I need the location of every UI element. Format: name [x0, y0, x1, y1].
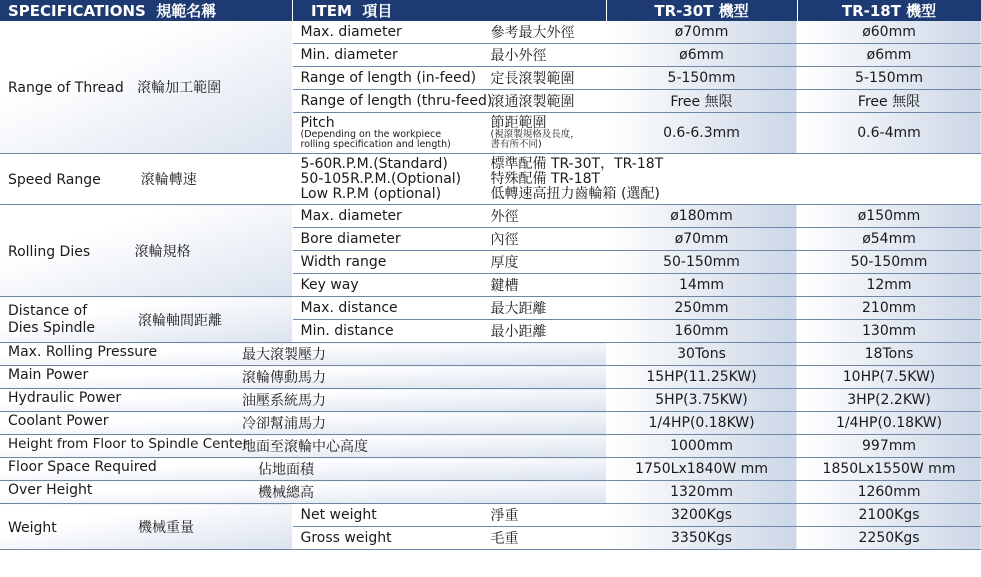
table-row: Pitch (Depending on the workpiece rolling specification and length) 節距範圍 (視滾製規格及長度， 書有所不同) 0.6-6.3mm 0.6-4mm — [0, 113, 981, 154]
table-row: Range of length (thru-feed) 滾通滾製範圍 Free 無限 Free 無限 — [0, 90, 981, 113]
table-row: Rolling Dies 滾輪規格 Max. diameter 外徑 ø180mm ø150mm — [0, 205, 981, 228]
table-row: Weight 機械重量 Net weight 淨重 3200Kgs 2100Kgs — [0, 504, 981, 527]
table-row: Height from Floor to Spindle Center 地面至滾輪中心高度 1000mm 997mm — [0, 435, 981, 458]
dies-label: Rolling Dies 滾輪規格 — [0, 205, 292, 297]
table-row: Key way 鍵槽 14mm 12mm — [0, 274, 981, 297]
table-row: Main Power 滾輪傳動馬力 15HP(11.25KW) 10HP(7.5KW) — [0, 366, 981, 389]
header-row — [0, 0, 981, 21]
item-header: ITEM 項目 — [292, 0, 606, 21]
table-row: Distance of Dies Spindle 滾輪軸間距離 Max. distance 最大距離 250mm 210mm — [0, 297, 981, 320]
table-row: Floor Space Required 佔地面積 1750Lx1840W mm 1850Lx1550W mm — [0, 458, 981, 481]
table-row: Min. distance 最小距離 160mm 130mm — [0, 320, 981, 343]
spec-header: SPECIFICATIONS 規範名稱 — [0, 0, 292, 21]
table-row: Gross weight 毛重 3350Kgs 2250Kgs — [0, 527, 981, 550]
model-tr30t-header: TR-30T 機型 — [606, 0, 797, 21]
table-row: Over Height 機械總高 1320mm 1260mm — [0, 481, 981, 504]
table-row: Speed Range 滾輪轉速 5-60R.P.M.(Standard) 50-105R.P.M.(Optional) Low R.P.M (optional) 標準配備 TR-30T，TR-18T 特殊配備 TR-18T 低轉速高扭力齒輪箱 (選配) — [0, 154, 981, 205]
weight-label: Weight 機械重量 — [0, 504, 292, 550]
table-row: Bore diameter 內徑 ø70mm ø54mm — [0, 228, 981, 251]
table-row: Min. diameter 最小外徑 ø6mm ø6mm — [0, 44, 981, 67]
table-row: Hydraulic Power 油壓系統馬力 5HP(3.75KW) 3HP(2.2KW) — [0, 389, 981, 412]
table-row: Range of length (in-feed) 定長滾製範圍 5-150mm 5-150mm — [0, 67, 981, 90]
distance-label: Distance of Dies Spindle 滾輪軸間距離 — [0, 297, 292, 343]
thread-label: Range of Thread 滾輪加工範圍 — [0, 21, 292, 154]
pitch-item: Pitch (Depending on the workpiece rolling specification and length) — [292, 113, 482, 154]
model-tr18t-header: TR-18T 機型 — [797, 0, 981, 21]
table-row: Width range 厚度 50-150mm 50-150mm — [0, 251, 981, 274]
table-row: Range of Thread 滾輪加工範圍 Max. diameter 參考最大外徑 ø70mm ø60mm — [0, 21, 981, 44]
table-row: Max. Rolling Pressure 最大滾製壓力 30Tons 18Tons — [0, 343, 981, 366]
table-row: Coolant Power 冷卻幫浦馬力 1/4HP(0.18KW) 1/4HP(0.18KW) — [0, 412, 981, 435]
speed-label: Speed Range 滾輪轉速 — [0, 154, 292, 205]
